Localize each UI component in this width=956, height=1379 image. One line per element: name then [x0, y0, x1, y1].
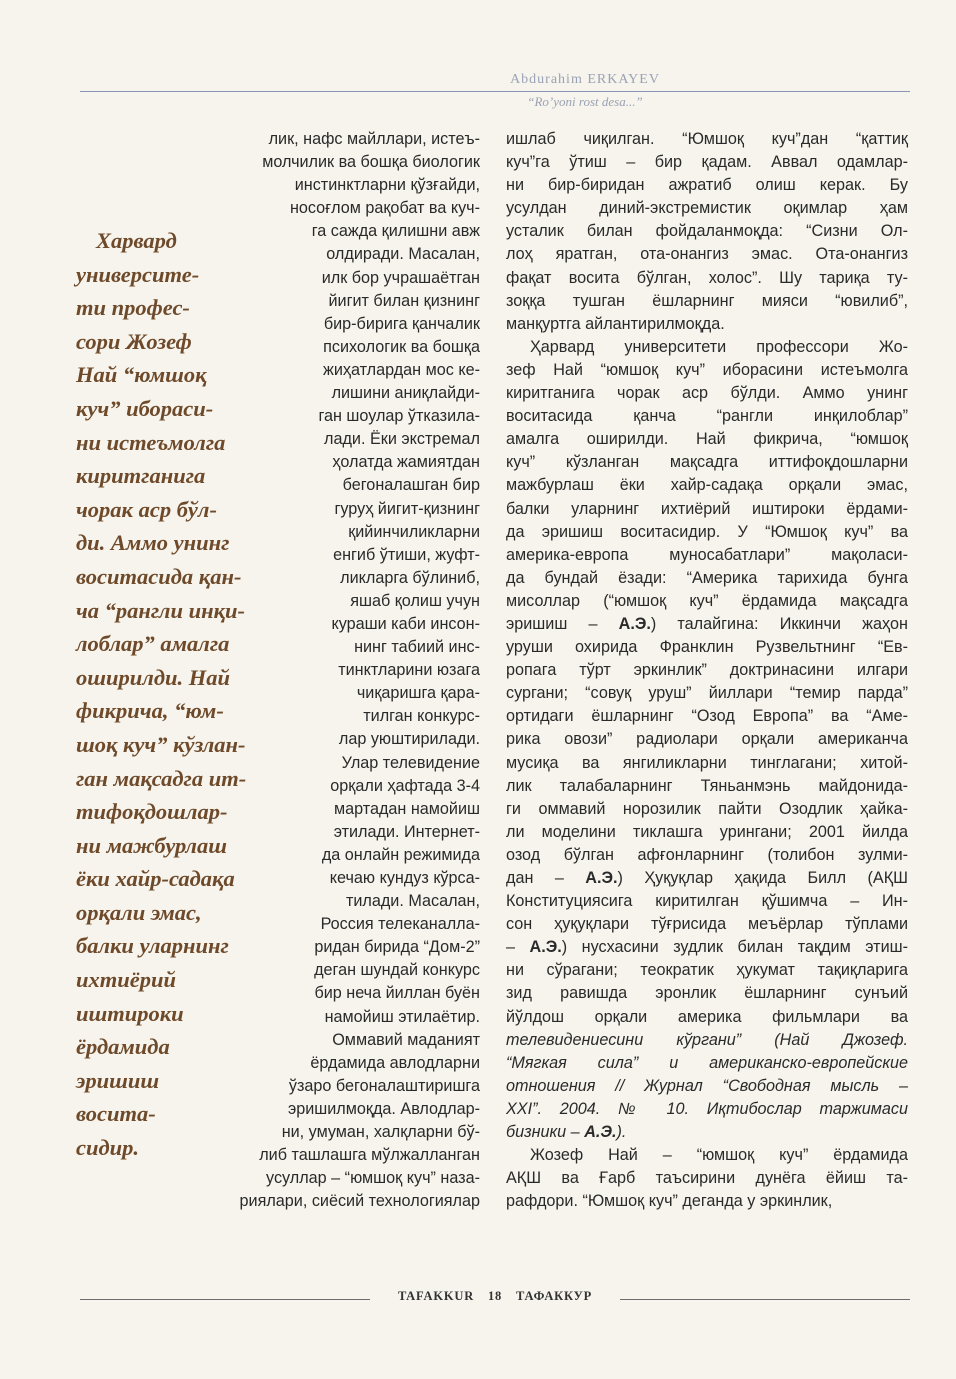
text-line: қийинчиликларни: [348, 522, 480, 541]
text-line: балки уларнинг ихтиёрий иштироки ёрдами-: [506, 499, 908, 518]
text-line: – А.Э.) нусхасини зудлик билан тақдим этиш-: [506, 938, 908, 957]
pull-quote-line: воситасида қан-: [76, 563, 242, 589]
text-line: Ҳарвард университети профессори Жо-: [530, 337, 908, 356]
text-line: молчилик ва бошқа биологик: [262, 153, 480, 172]
text-line: бегоналашган бир: [342, 476, 480, 495]
text-line: лар уюштирилади.: [338, 730, 480, 749]
pull-quote-line: ихтиёрий: [76, 967, 177, 993]
page-number: 18: [487, 1289, 503, 1303]
text-line: озод бўлган афғонларнинг (толибон зулми-: [506, 845, 908, 864]
text-line: нинг табиий инс-: [354, 638, 480, 657]
pull-quote-line: ёрдамида: [76, 1034, 170, 1060]
text-line: лик, нафс майллари, истеъ-: [268, 130, 480, 148]
text-line: рафдори. “Юмшоқ куч” деганда у эркинлик,: [506, 1192, 833, 1211]
text-line: да эришиш воситасидир. У “Юмшоқ куч” ва: [506, 522, 908, 541]
text-line: намойиш этилаётир.: [324, 1007, 480, 1026]
running-header-author: Abdurahim ERKAYEV: [510, 72, 660, 87]
text-line: лади. Ёки экстремал: [324, 430, 480, 449]
text-line: Оммавий маданият: [332, 1030, 480, 1049]
text-line: жиҳатлардан мос ке-: [322, 360, 480, 379]
pull-quote-line: ёки хайр-садақа: [76, 866, 235, 892]
text-line: манқуртга айлантирилмоқда.: [506, 314, 725, 333]
pull-quote-line: сидир.: [76, 1135, 140, 1161]
text-line: ни, умуман, халқларни бў-: [281, 1123, 480, 1142]
text-line: ҳолатда жамиятдан: [332, 453, 480, 472]
pull-quote-line: тифоқдошлар-: [76, 799, 228, 825]
text-line: либ ташлашга мўлжалланган: [259, 1146, 480, 1165]
footer-magazine-cyrillic: ТАФАККУР: [516, 1289, 593, 1303]
text-line: телевидениесини кўргани” (Най Джозеф.: [506, 1030, 908, 1049]
text-line: америка-европа муносабатлари” мақоласи-: [506, 545, 908, 564]
text-line: киритганига чорак аср бўлди. Аммо унинг: [506, 384, 908, 403]
text-line: уруши охирида Франклин Рузвельтнинг “Ев-: [506, 638, 908, 657]
text-line: га сажда қилишни авж: [311, 222, 480, 241]
text-line: бизники – А.Э.).: [506, 1123, 627, 1142]
text-line: амалга оширилди. Най фикрича, “юмшоқ: [506, 430, 908, 449]
pull-quote-line: эришиш: [76, 1067, 160, 1093]
text-line: да бундай ёзади: “Америка тарихида бунга: [506, 568, 908, 587]
pull-quote-line: чорак аср бўл-: [76, 496, 217, 522]
text-line: олдиради. Масалан,: [326, 245, 480, 264]
text-line: ни бир-биридан ажратиб олиш керак. Бу: [506, 176, 908, 195]
text-line: яшаб қолиш учун: [350, 591, 480, 610]
pull-quote-line: Харвард: [96, 228, 177, 253]
page-footer: [370, 1289, 620, 1304]
pull-quote-line: фикрича, “юм-: [76, 698, 224, 724]
text-line: Конституциясига киритилган қўшимча – Ин-: [506, 892, 908, 911]
footer-rule-left: [80, 1299, 370, 1300]
text-line: усулдан диний-экстремистик оқимлар ҳам: [506, 199, 908, 218]
text-line: ликларга бўлиниб,: [340, 568, 480, 587]
pull-quote-line: киритганига: [76, 463, 206, 489]
text-line: лик талабаларнинг Тяньанмэнь майдонида-: [506, 776, 908, 795]
text-line: дан – А.Э.) Ҳуқуқлар ҳақида Билл (АҚШ: [506, 869, 908, 887]
text-line: ли моделини тиклашга урингани; 2001 йилда: [506, 822, 908, 841]
pull-quote-line: шоқ куч” кўзлан-: [76, 731, 246, 757]
text-line: сон ҳуқуқлари тўғрисида меъёрлар тўплами: [506, 915, 908, 934]
pull-quote-line: иштироки: [76, 1000, 184, 1026]
pull-quote-line: орқали эмас,: [76, 899, 202, 925]
pull-quote-line: куч” ибораси-: [76, 395, 214, 421]
text-line: йигит билан қизнинг: [328, 291, 480, 310]
text-line: эришиш – А.Э.) талайгина: Иккинчи жаҳон: [506, 614, 908, 633]
text-line: зид равишда эронлик ёшларнинг сунъий: [506, 984, 908, 1003]
pull-quote-line: ган мақсадга ит-: [76, 765, 247, 791]
text-line: сургани; “совуқ уруш” йиллари “темир парда”: [506, 684, 908, 703]
text-line: Жозеф Най – “юмшоқ куч” ёрдамида: [530, 1146, 908, 1165]
text-line: кураши каби инсон-: [331, 614, 480, 633]
text-line: ортидаги ёшларнинг “Озод Европа” ва “Аме-: [506, 707, 908, 726]
pull-quote-line: балки уларнинг: [76, 933, 229, 959]
pull-quote-line: ни мажбурлаш: [76, 832, 227, 858]
running-header-title: “Ro’yoni rost desa...”: [527, 94, 643, 109]
text-line: ишлаб чиқилган. “Юмшоқ куч”дан “қаттиқ: [506, 130, 908, 148]
text-line: бир неча йиллан буён: [314, 984, 480, 1003]
text-line: тинктларини юзага: [338, 661, 480, 680]
pull-quote-line: восита-: [76, 1101, 156, 1127]
text-line: этилади. Интернет-: [333, 822, 480, 841]
header-rule: [80, 91, 910, 92]
text-line: ни сўрагани; теократик ҳукумат тақиқларига: [506, 961, 908, 980]
text-line: ёрдамида авлодларни: [310, 1053, 480, 1072]
text-line: мажбурлаш ёки хайр-садақа орқали эмас,: [506, 476, 908, 495]
text-line: ги оммавий норозилик пайти Озодлик ҳайка-: [506, 799, 908, 818]
pull-quote-line: ни истеъмолга: [76, 429, 226, 455]
text-line: ропага тўрт эркинлик” доктринасини илгари: [506, 661, 908, 680]
text-line: деган шундай конкурс: [314, 961, 480, 980]
text-line: бир-бирига қанчалик: [323, 314, 480, 333]
text-line: отношения // Журнал “Свободная мысль –: [506, 1076, 908, 1095]
text-line: усуллар – “юмшоқ куч” наза-: [266, 1169, 480, 1188]
text-line: психологик ва бошқа: [323, 337, 480, 356]
text-line: лишини аниқлайди-: [331, 384, 480, 403]
text-line: куч” кўзланган мақсадга иттифоқдошларни: [506, 453, 908, 472]
text-line: йўлдош орқали америка фильмлари ва: [506, 1007, 908, 1026]
text-line: лоҳ яратган, ота-онангиз эмас. Ота-онангиз: [506, 245, 908, 264]
pull-quote-line: Най “юмшоқ: [76, 362, 207, 388]
text-line: гуруҳ йигит-қизнинг: [334, 499, 480, 518]
text-line: мусиқа ва янгиликларни тинглагани; хитой-: [506, 753, 908, 772]
text-line: фақат восита бўлган, холос”. Шу тариқа ту-: [506, 268, 908, 287]
footer-magazine-latin: TAFAKKUR: [397, 1289, 475, 1303]
pull-quote-line: ча “рангли инқи-: [76, 597, 246, 623]
text-line: куч”га ўтиш – бир қадам. Аввал одамлар-: [506, 153, 908, 172]
body-column-middle: [188, 128, 480, 1213]
pull-quote-line: университе-: [76, 261, 200, 287]
pull-quote-line: ди. Аммо унинг: [76, 530, 230, 556]
text-line: Россия телеканалла-: [320, 915, 480, 934]
text-line: ридан бирида “Дом-2”: [314, 938, 480, 957]
text-line: зоққа тушган ёшларнинг мияси “ювилиб”,: [506, 291, 908, 310]
text-line: эришилмоқда. Авлодлар-: [287, 1099, 480, 1118]
pull-quote-line: ти профес-: [76, 295, 190, 321]
text-line: усталик билан фойдаланмоқда: “Сизни Ол-: [506, 222, 908, 241]
text-line: зеф Най “юмшоқ куч” иборасини истеъмолга: [506, 360, 908, 379]
pull-quote-line: сори Жозеф: [76, 328, 192, 354]
text-line: тилган конкурс-: [363, 707, 480, 726]
text-line: тилади. Масалан,: [345, 892, 480, 911]
text-line: воситасида қанча “рангли инқилоблар”: [506, 407, 908, 426]
text-line: ўзаро бегоналаштиришга: [288, 1076, 480, 1095]
text-line: носоғлом рақобат ва куч-: [289, 199, 480, 218]
text-line: орқали ҳафтада 3-4: [330, 776, 480, 795]
text-line: риялари, сиёсий технологиялар: [239, 1192, 480, 1211]
text-line: илк бор учрашаётган: [321, 268, 480, 287]
pull-quote-line: оширилди. Най: [76, 664, 231, 690]
text-line: рика овози” радиолари орқали американча: [506, 730, 908, 749]
footer-rule-right: [620, 1299, 910, 1300]
text-line: кечаю кундуз кўрса-: [329, 869, 480, 887]
text-line: “Мягкая сила” и американско-европейские: [506, 1053, 908, 1072]
text-line: мартадан намойиш: [333, 799, 480, 818]
text-line: XXI”. 2004. № 10. Иқтибослар таржимаси: [506, 1099, 908, 1118]
text-line: чиқаришга қара-: [356, 684, 480, 703]
pull-quote-line: лоблар” амалга: [76, 631, 230, 657]
text-line: енгиб ўтиши, жуфт-: [333, 545, 480, 564]
text-line: да онлайн режимида: [321, 845, 480, 864]
text-line: Улар телевидение: [341, 753, 480, 772]
body-column-right: [506, 128, 908, 1213]
text-line: мисоллар (“юмшоқ куч” ёрдамида мақсадга: [506, 591, 908, 610]
text-line: инстинктларни қўзғайди,: [294, 176, 480, 195]
text-line: АҚШ ва Ғарб таъсирини дунёга ёйиш та-: [506, 1169, 908, 1188]
text-line: ган шоулар ўтказила-: [318, 407, 480, 426]
